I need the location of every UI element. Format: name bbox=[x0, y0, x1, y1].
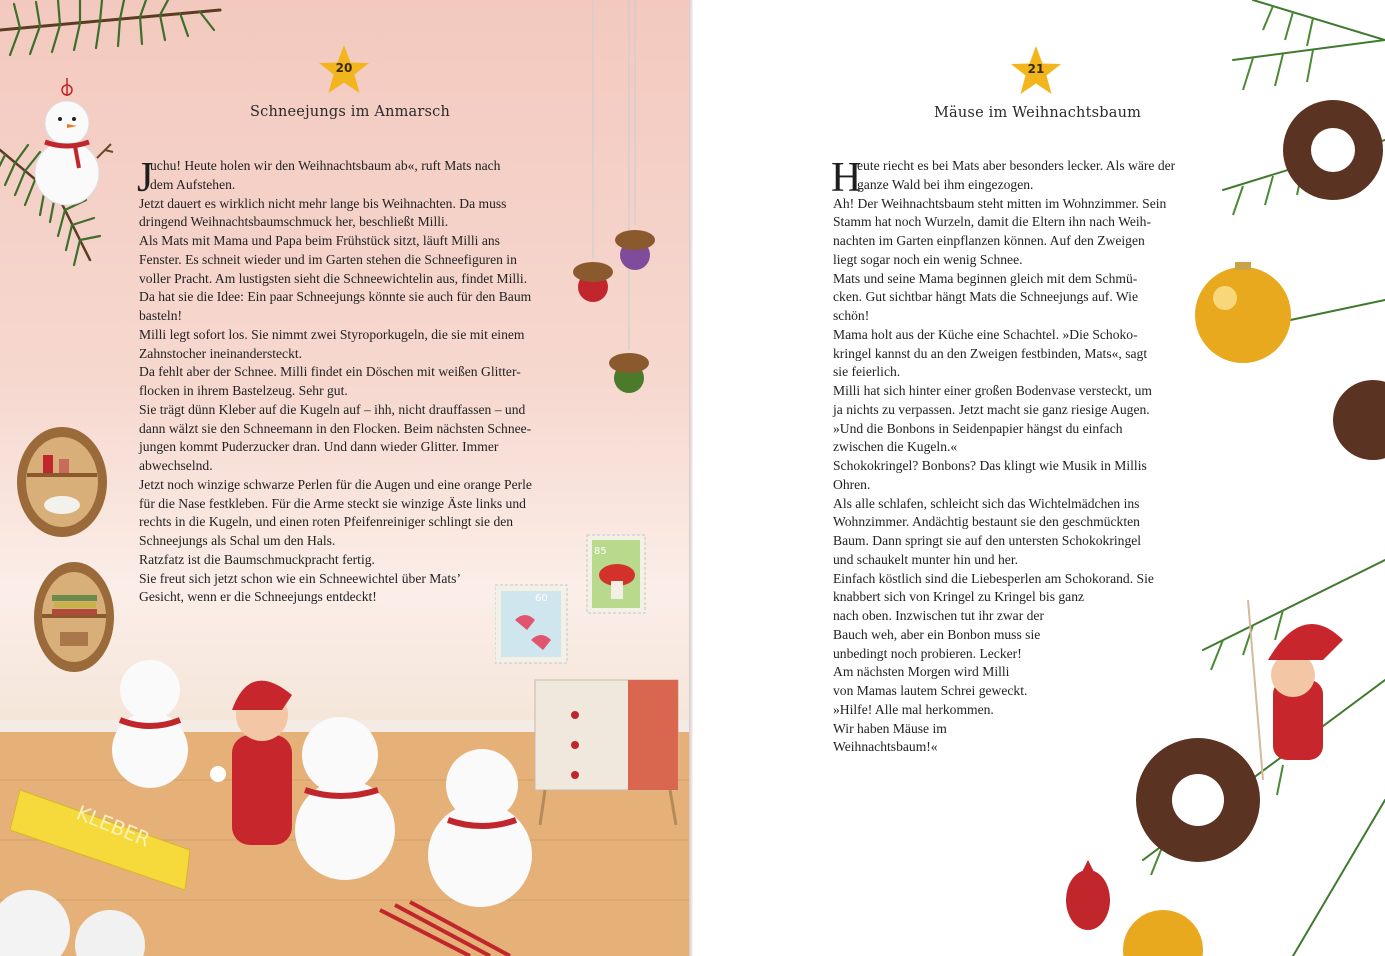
story-line: knabbert sich von Kringel zu Kringel bis ganz bbox=[833, 589, 1085, 605]
story-line: »Hilfe! Alle mal herkommen. bbox=[833, 701, 994, 717]
story-line: unbedingt noch probieren. Lecker! bbox=[833, 645, 1022, 661]
story-line: Weihnachtsbaum!« bbox=[833, 739, 938, 755]
story-line: Da hat sie die Idee: Ein paar Schneejungs könnte sie auch für den Baum bbox=[139, 289, 532, 305]
story-line: kringel kannst du an den Zweigen festbinden, Mats«, sagt bbox=[833, 345, 1148, 361]
story-line: Am nächsten Morgen wird Milli bbox=[833, 664, 1010, 680]
drop-cap: J bbox=[137, 155, 154, 201]
story-line: Milli legt sofort los. Sie nimmt zwei Styroporkugeln, die sie mit einem bbox=[139, 326, 525, 342]
drop-cap: H bbox=[831, 155, 862, 201]
snowman-crafting-scene bbox=[0, 640, 690, 956]
day-star-badge bbox=[317, 43, 371, 97]
story-line: Ah! Der Weihnachtsbaum steht mitten im Wohnzimmer. Sein bbox=[833, 195, 1167, 211]
story-line: abwechselnd. bbox=[139, 458, 213, 473]
story-line: Gesicht, wenn er die Schneejungs entdeckt! bbox=[139, 589, 377, 605]
story-line: dem Aufstehen. bbox=[150, 176, 236, 192]
stamp-value: 85 bbox=[594, 546, 607, 557]
story-line: sie feierlich. bbox=[833, 364, 901, 380]
story-line: Baum. Dann springt sie auf den untersten Schokokringel bbox=[833, 533, 1142, 548]
story-line: Bauch weh, aber ein Bonbon muss sie bbox=[833, 626, 1041, 642]
story-line: nach oben. Inzwischen tut ihr zwar der bbox=[833, 608, 1044, 623]
story-line: Milli hat sich hinter einer großen Bodenvase versteckt, um bbox=[833, 383, 1152, 398]
story-line: Jetzt dauert es wirklich nicht mehr lange bis Weihnachten. Da muss bbox=[139, 195, 507, 211]
story-line: Da fehlt aber der Schnee. Milli findet ein Döschen mit weißen Glitter- bbox=[139, 364, 521, 380]
story-line: zwischen die Kugeln.« bbox=[833, 439, 958, 455]
christmas-tree-illustration bbox=[993, 0, 1385, 956]
story-line: und schaukelt munter hin und her. bbox=[833, 551, 1018, 567]
story-line: ja nichts zu verpassen. Jetzt macht sie ganz riesige Augen. bbox=[833, 401, 1150, 417]
right-page bbox=[693, 0, 1385, 956]
story-line: Sie freut sich jetzt schon wie ein Schneewichtel über Mats’ bbox=[139, 570, 461, 586]
story-line: Als alle schlafen, schleicht sich das Wichtelmädchen ins bbox=[833, 495, 1140, 511]
story-line: Fenster. Es schneit wieder und im Garten stehen die Schneefiguren in bbox=[139, 251, 517, 267]
story-line: jungen kommt Puderzucker dran. Und dann wieder Glitter. Immer bbox=[139, 439, 499, 455]
story-line: nachten im Garten einpflanzen können. Auf den Zweigen bbox=[833, 233, 1145, 248]
day-number: 20 bbox=[335, 61, 353, 75]
acorn-ornaments bbox=[565, 0, 675, 410]
story-line: Jetzt noch winzige schwarze Perlen für die Augen und eine orange Perle bbox=[139, 476, 532, 492]
story-line: liegt sogar noch ein wenig Schnee. bbox=[833, 251, 1023, 267]
story-line: Ratzfatz ist die Baumschmuckpracht fertig. bbox=[139, 551, 375, 567]
chapter-title: Mäuse im Weihnachtsbaum bbox=[934, 105, 1142, 121]
snowman-ornament bbox=[25, 78, 115, 208]
story-line: Wir haben Mäuse im bbox=[833, 720, 947, 736]
walnut-shelf bbox=[15, 425, 110, 540]
story-line: dringend Weihnachtsbaumschmuck her, beschließt Milli. bbox=[139, 214, 449, 230]
left-page bbox=[0, 0, 690, 956]
story-line: uchu! Heute holen wir den Weihnachtsbaum ab«, ruft Mats nach bbox=[150, 158, 501, 173]
story-line: ganze Wald bei ihm eingezogen. bbox=[857, 176, 1034, 192]
story-line: Schneejungs als Schal um den Hals. bbox=[139, 533, 336, 548]
story-line: dann wälzt sie den Schneemann in den Flocken. Beim nächsten Schnee- bbox=[139, 420, 532, 436]
story-line: von Mamas lautem Schrei geweckt. bbox=[833, 683, 1028, 698]
story-line: schön! bbox=[833, 308, 870, 323]
story-line: eute riecht es bei Mats aber besonders lecker. Als wäre der bbox=[857, 158, 1176, 173]
story-line: für die Nase festkleben. Für die Arme steckt sie winzige Äste links und bbox=[139, 495, 526, 511]
story-line: Stamm hat noch Wurzeln, damit die Eltern ihn nach Weih- bbox=[833, 214, 1151, 230]
story-line: rechts in die Kugeln, und einen roten Pfeifenreiniger schlingt sie den bbox=[139, 514, 514, 530]
story-line: Als Mats mit Mama und Papa beim Frühstück sitzt, läuft Milli ans bbox=[139, 233, 500, 248]
story-line: Mama holt aus der Küche eine Schachtel. »Die Schoko- bbox=[833, 326, 1138, 342]
day-number: 21 bbox=[1027, 62, 1045, 76]
story-line: Wohnzimmer. Andächtig bestaunt sie den geschmückten bbox=[833, 514, 1140, 530]
story-line: Ohren. bbox=[833, 476, 871, 492]
story-line: cken. Gut sichtbar hängt Mats die Schneejungs auf. Wie bbox=[833, 289, 1138, 305]
story-line: Zahnstocher ineinandersteckt. bbox=[139, 345, 303, 361]
story-line: voller Pracht. Am lustigsten sieht die Schneewichtelin aus, findet Milli. bbox=[139, 270, 528, 286]
story-line: Schokokringel? Bonbons? Das klingt wie Musik in Millis bbox=[833, 458, 1147, 473]
story-line: Einfach köstlich sind die Liebesperlen am Schokorand. Sie bbox=[833, 570, 1154, 586]
story-line: flocken in ihrem Bastelzeug. Sehr gut. bbox=[139, 383, 348, 398]
story-line: Mats und seine Mama beginnen gleich mit dem Schmü- bbox=[833, 270, 1138, 286]
chapter-title: Schneejungs im Anmarsch bbox=[250, 104, 451, 120]
story-line: basteln! bbox=[139, 308, 183, 323]
stamp-value: 60 bbox=[535, 593, 548, 604]
story-line: Sie trägt dünn Kleber auf die Kugeln auf – ihh, nicht drauffassen – und bbox=[139, 401, 526, 417]
story-line: »Und die Bonbons in Seidenpapier hängst du einfach bbox=[833, 420, 1123, 436]
glue-tube-label: KLEBER bbox=[73, 800, 154, 852]
